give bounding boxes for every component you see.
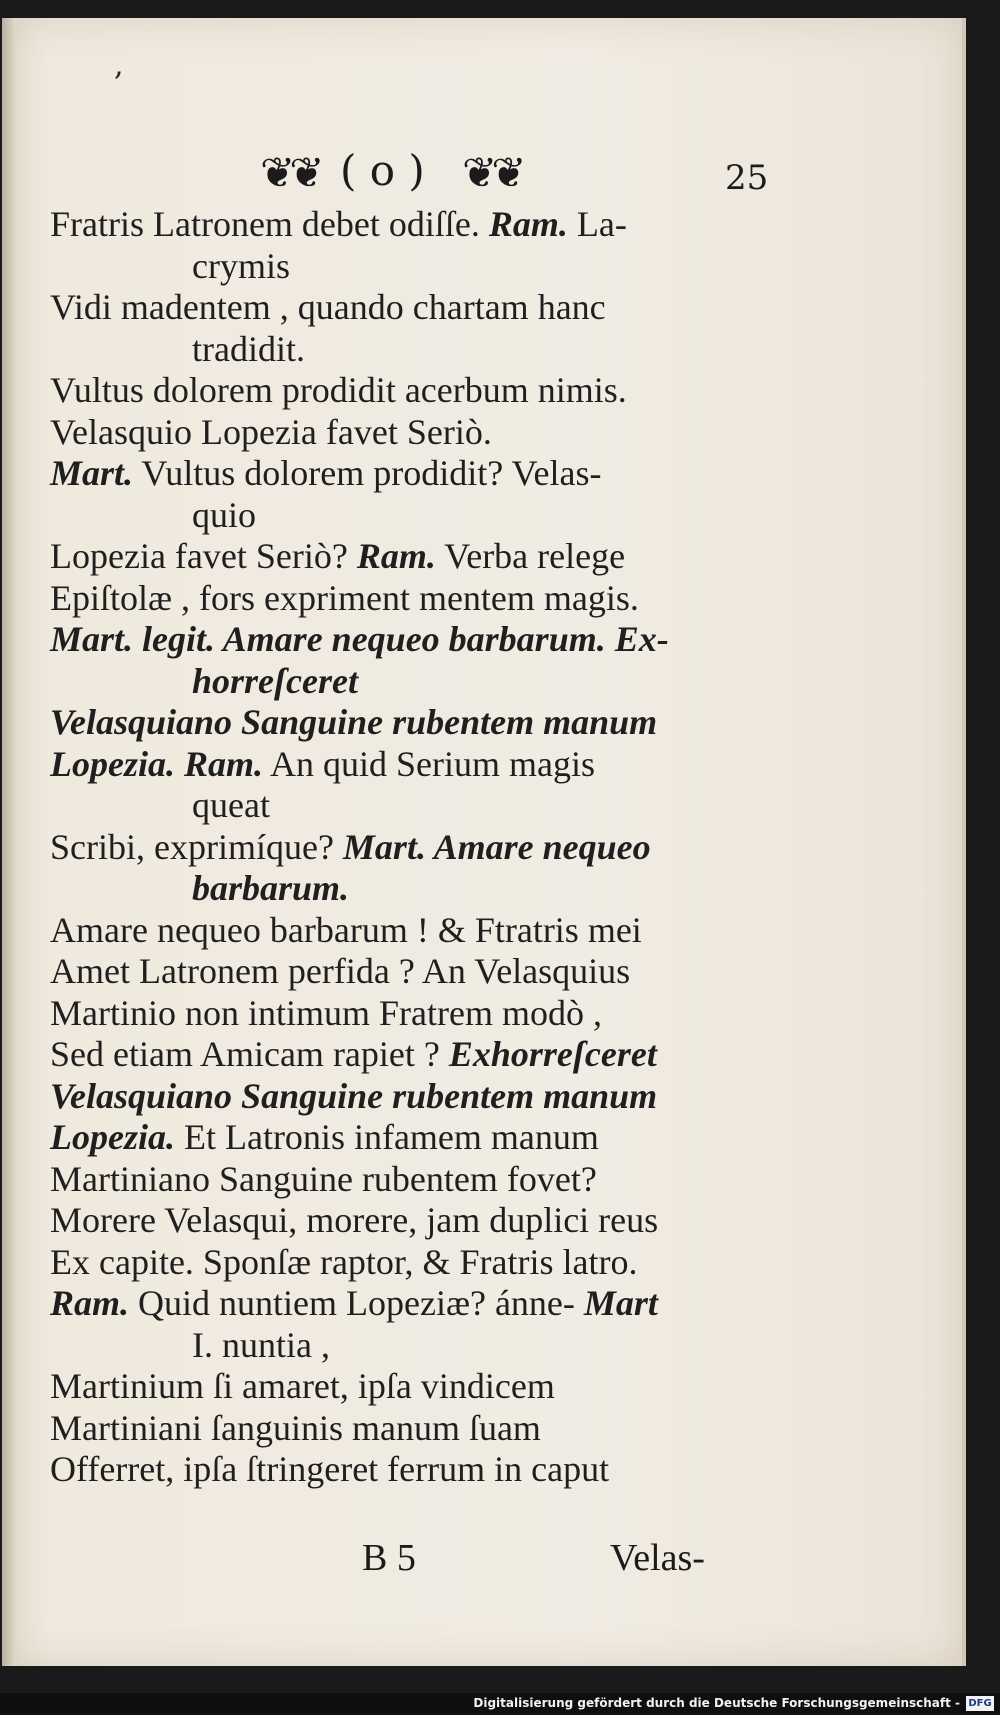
text-segment: Martinium ſi amaret, ipſa vindicem — [50, 1366, 555, 1406]
text-segment: Epiſtolæ , fors expriment mentem magis. — [50, 577, 639, 618]
text-line — [50, 1200, 772, 1242]
text-segment: Vidi madentem , quando chartam hanc — [50, 287, 606, 327]
text-segment: Lopezia favet Seriò? — [50, 536, 357, 576]
page-gutter — [2, 18, 16, 1666]
text-segment: Velasquio Lopezia favet Seriò. — [50, 411, 492, 452]
signature-mark: B 5 — [362, 1537, 416, 1579]
text-line — [50, 868, 772, 910]
text-segment: Et Latronis infamem manum — [174, 1117, 599, 1157]
book-page — [2, 18, 966, 1666]
text-segment: La- — [567, 204, 627, 244]
text-segment: tradidit. — [192, 328, 305, 369]
text-segment: Velasquiano Sanguine rubentem manum — [50, 702, 658, 742]
text-segment: Mart. — [50, 453, 134, 493]
text-line — [50, 1034, 772, 1076]
ornament-right-icon: ❦❦ — [462, 148, 521, 197]
text-line — [50, 993, 772, 1035]
text-line — [50, 495, 772, 537]
text-segment: barbarum. — [192, 868, 350, 908]
page-footer — [2, 1536, 962, 1586]
text-line — [50, 287, 772, 329]
margin-mark: , — [114, 48, 124, 83]
text-line — [50, 951, 772, 993]
text-line — [50, 536, 772, 578]
text-segment: Martiniani ſanguinis manum ſuam — [50, 1407, 541, 1448]
text-segment: Quid nuntiem Lopeziæ? ánne- — [129, 1283, 584, 1323]
text-line — [50, 827, 772, 869]
text-line — [50, 1242, 772, 1284]
text-line — [50, 1076, 772, 1118]
text-line — [50, 412, 772, 454]
text-segment: crymis — [192, 245, 290, 286]
text-line — [50, 1408, 772, 1450]
text-segment: Mart — [583, 1283, 658, 1323]
text-line — [50, 1366, 772, 1408]
text-segment: Morere Velasqui, morere, jam duplici reus — [50, 1200, 659, 1240]
page-number: 25 — [725, 158, 769, 198]
text-line — [50, 453, 772, 495]
text-line — [50, 910, 772, 952]
text-segment: Sed etiam Amicam rapiet ? — [50, 1034, 449, 1074]
text-segment: Martiniano Sanguine rubentem fovet? — [50, 1158, 597, 1199]
text-segment: Ram. — [50, 1283, 130, 1323]
text-segment: Lopezia. Ram. — [50, 743, 263, 784]
text-segment: Scribi, exprimíque? — [50, 826, 343, 867]
catchword: Velas- — [610, 1537, 705, 1579]
text-segment: Mart. Amare nequeo — [342, 826, 651, 867]
credit-bar — [0, 1693, 1000, 1715]
text-segment: Velasquiano Sanguine rubentem manum — [50, 1075, 658, 1116]
text-segment: Verba relege — [435, 536, 626, 576]
text-segment: Vultus dolorem prodidit? Velas- — [133, 453, 602, 493]
text-segment: I. nuntia , — [192, 1324, 330, 1365]
text-segment: An quid Serium magis — [263, 743, 595, 784]
text-segment: queat — [192, 785, 270, 825]
text-line — [50, 702, 772, 744]
text-segment: Amet Latronem perfida ? An Velasquius — [50, 951, 631, 991]
text-segment: Amare nequeo barbarum ! & Ftratris mei — [50, 909, 642, 950]
dfg-logo: DFG — [966, 1696, 994, 1711]
text-line — [50, 1283, 772, 1325]
running-header — [252, 146, 772, 202]
header-signature-mark: ( o ) — [340, 146, 425, 195]
text-segment: Ram. — [356, 536, 436, 576]
text-line — [50, 619, 772, 661]
text-segment: Martinio non intimum Fratrem modò , — [50, 992, 602, 1033]
text-line — [50, 1449, 772, 1491]
text-segment: Lopezia. — [50, 1117, 175, 1157]
ornament-left-icon: ❦❦ — [260, 148, 319, 197]
text-line — [50, 744, 772, 786]
text-segment: Mart. legit. Amare nequeo barbarum. Ex- — [50, 619, 669, 659]
text-line — [50, 785, 772, 827]
text-segment: Offerret, ipſa ſtringeret ferrum in caput — [50, 1449, 610, 1489]
text-segment: Fratris Latronem debet odiſſe. — [50, 204, 489, 244]
text-line — [50, 1159, 772, 1201]
text-segment: Ram. — [488, 204, 568, 244]
text-segment: Ex capite. Sponſæ raptor, & Fratris latro. — [50, 1241, 638, 1282]
text-line — [50, 578, 772, 620]
text-block — [50, 204, 772, 1491]
credit-text: Digitalisierung gefördert durch die Deutsche Forschungsgemeinschaft - — [473, 1696, 960, 1710]
text-segment: Vultus dolorem prodidit acerbum nimis. — [50, 370, 627, 410]
text-segment: horreſceret — [192, 660, 358, 701]
text-line — [50, 329, 772, 371]
text-line — [50, 1325, 772, 1367]
text-line — [50, 1117, 772, 1159]
text-line — [50, 370, 772, 412]
text-line — [50, 246, 772, 288]
text-segment: Exhorreſceret — [448, 1034, 657, 1074]
text-line — [50, 204, 772, 246]
text-segment: quio — [192, 494, 257, 535]
text-line — [50, 661, 772, 703]
